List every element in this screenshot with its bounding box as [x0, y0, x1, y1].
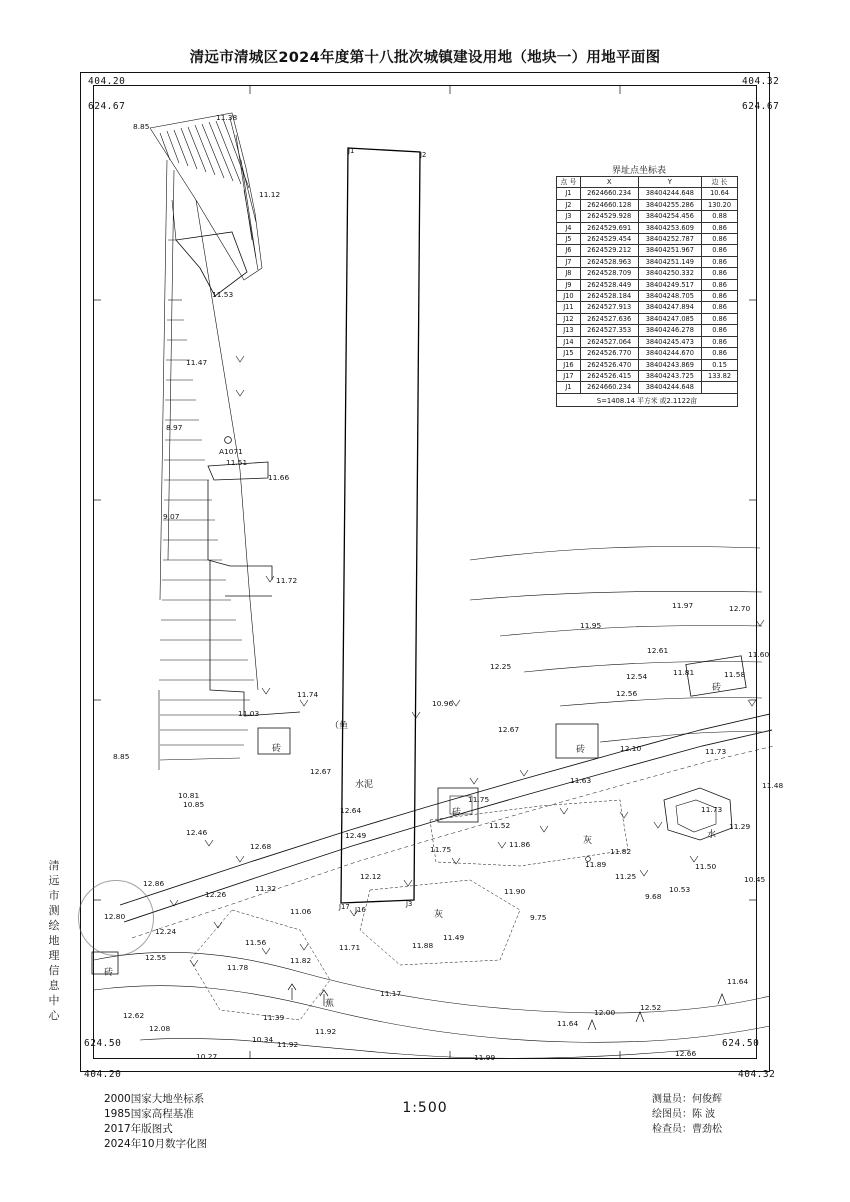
coord-cell-pt: J16: [557, 359, 581, 370]
table-row: [557, 291, 738, 302]
coord-cell-yy: 38404251.967: [638, 245, 702, 256]
elevation-label: 11.66: [268, 473, 290, 482]
elevation-label: 11.82: [610, 847, 632, 856]
footer-digitize-date: 2024年10月数字化图: [104, 1138, 208, 1150]
coord-cell-xx: 2624526.770: [580, 348, 638, 359]
coord-cell-yy: 38404249.517: [638, 279, 702, 290]
coord-cell-xx: 2624529.212: [580, 245, 638, 256]
landcover-label: 灰: [583, 836, 593, 846]
table-row: [557, 348, 738, 359]
elevation-label: 11.99: [474, 1053, 496, 1062]
elevation-label: 12.68: [250, 842, 272, 851]
elevation-label: 10.45: [744, 875, 766, 884]
elevation-label: 11.39: [263, 1013, 285, 1022]
map-scale: 1:500: [402, 1100, 448, 1116]
coord-cell-dist: 0.86: [702, 256, 738, 267]
table-row: [557, 188, 738, 199]
page-title: 清远市清城区2024年度第十八批次城镇建设用地（地块一）用地平面图: [189, 50, 661, 66]
table-row: [557, 199, 738, 210]
footer-crs: 2000国家大地坐标系: [104, 1093, 205, 1105]
elevation-label: 11.50: [695, 862, 717, 871]
elevation-label: 11.32: [255, 884, 277, 893]
boundary-point-label: J1: [348, 147, 355, 155]
elevation-label: 9.07: [163, 512, 180, 521]
elevation-label: 11.89: [585, 860, 607, 869]
coord-cell-yy: 38404254.456: [638, 211, 702, 222]
elevation-label: 11.95: [580, 621, 602, 630]
corner-bottom-right-y: 624.50: [722, 1038, 760, 1049]
office-stamp: 清 远 市 测 绘 地 理 信 息 中 心: [48, 859, 60, 1022]
elevation-label: 12.46: [186, 828, 208, 837]
elevation-label: 12.54: [626, 672, 648, 681]
elevation-label: 10.81: [178, 791, 200, 800]
corner-bottom-right-x: 404.32: [738, 1069, 776, 1080]
coord-cell-pt: J11: [557, 302, 581, 313]
coord-table-title: 界址点坐标表: [612, 166, 667, 176]
coord-cell-yy: 38404244.670: [638, 348, 702, 359]
elevation-label: 10.96: [432, 699, 454, 708]
elevation-label: 11.51: [226, 458, 248, 467]
table-row: [557, 279, 738, 290]
coord-cell-xx: 2624529.454: [580, 234, 638, 245]
elevation-label: 8.85: [133, 122, 150, 131]
coord-table-footer: S=1408.14 平方米 或2.1122亩: [556, 394, 738, 407]
coord-cell-dist: 0.86: [702, 313, 738, 324]
elevation-label: 11.78: [227, 963, 249, 972]
coord-cell-yy: 38404243.725: [638, 370, 702, 381]
coord-cell-xx: 2624528.963: [580, 256, 638, 267]
coord-cell-dist: 0.15: [702, 359, 738, 370]
table-row: [557, 245, 738, 256]
elevation-label: 11.47: [186, 358, 208, 367]
coord-cell-pt: J2: [557, 199, 581, 210]
landcover-label: 砖: [452, 808, 462, 818]
corner-top-left-x: 404.20: [88, 76, 126, 87]
coord-cell-yy: 38404243.869: [638, 359, 702, 370]
corner-top-right-y: 624.67: [742, 101, 780, 112]
coord-cell-dist: [702, 382, 738, 393]
elevation-label: 11.75: [468, 795, 490, 804]
elevation-label: 11.86: [509, 840, 531, 849]
coord-col-point: 点 号: [557, 177, 581, 188]
elevation-label: 12.49: [345, 831, 367, 840]
landcover-label: 砖: [576, 745, 586, 755]
coord-cell-pt: J10: [557, 291, 581, 302]
coord-cell-dist: 10.64: [702, 188, 738, 199]
elevation-label: 12.62: [123, 1011, 145, 1020]
coord-cell-pt: J6: [557, 245, 581, 256]
elevation-label: 12.00: [594, 1008, 616, 1017]
elevation-label: 11.90: [504, 887, 526, 896]
coord-cell-xx: 2624660.234: [580, 382, 638, 393]
coord-cell-dist: 0.86: [702, 245, 738, 256]
elevation-label: 12.70: [729, 604, 751, 613]
elevation-label: 11.29: [729, 822, 751, 831]
coord-cell-xx: 2624527.353: [580, 325, 638, 336]
coord-cell-yy: 38404247.085: [638, 313, 702, 324]
elevation-label: 11.53: [212, 290, 234, 299]
coord-cell-xx: 2624528.709: [580, 268, 638, 279]
coord-cell-pt: J9: [557, 279, 581, 290]
elevation-label: 12.64: [340, 806, 362, 815]
elevation-label: 11.63: [570, 776, 592, 785]
coord-col-y: Y: [638, 177, 702, 188]
coord-cell-dist: 133.82: [702, 370, 738, 381]
coord-cell-dist: 0.86: [702, 268, 738, 279]
coord-cell-dist: 130.20: [702, 199, 738, 210]
elevation-label: 10.27: [196, 1052, 218, 1061]
corner-top-right-x: 404.32: [742, 76, 780, 87]
elevation-label: 11.88: [412, 941, 434, 950]
coord-cell-xx: 2624529.928: [580, 211, 638, 222]
coord-cell-pt: J1: [557, 188, 581, 199]
table-row: [557, 234, 738, 245]
elevation-label: 11.97: [672, 601, 694, 610]
table-row: [557, 382, 738, 393]
elevation-label: 12.10: [620, 744, 642, 753]
coord-col-dist: 边 长: [702, 177, 738, 188]
footer-drafter: 绘图员：陈 波: [652, 1109, 716, 1120]
elevation-label: 11.12: [259, 190, 281, 199]
boundary-point-label: J16: [355, 906, 366, 914]
footer-right-block: [652, 1092, 722, 1137]
landcover-label: （鱼: [330, 721, 349, 731]
corner-bottom-left-y: 624.50: [84, 1038, 122, 1049]
coord-cell-yy: 38404255.286: [638, 199, 702, 210]
elevation-label: 12.67: [498, 725, 520, 734]
footer-checker: 检查员：曹劲松: [652, 1124, 722, 1135]
coord-cell-xx: 2624528.184: [580, 291, 638, 302]
elevation-label: 11.25: [615, 872, 637, 881]
boundary-point-label: J17: [339, 903, 350, 911]
elevation-label: 12.66: [675, 1049, 697, 1058]
corner-bottom-left-x: 404.20: [84, 1069, 122, 1080]
coord-cell-pt: J7: [557, 256, 581, 267]
coord-cell-yy: 38404244.648: [638, 188, 702, 199]
elevation-label: 11.52: [489, 821, 511, 830]
table-row: [557, 302, 738, 313]
table-row: [557, 222, 738, 233]
coord-cell-dist: 0.86: [702, 291, 738, 302]
elevation-label: 12.80: [104, 912, 126, 921]
coord-cell-pt: J4: [557, 222, 581, 233]
elevation-label: 12.26: [205, 890, 227, 899]
footer-vdatum: 1985国家高程基准: [104, 1108, 194, 1120]
table-row: [557, 359, 738, 370]
coord-cell-dist: 0.86: [702, 336, 738, 347]
elevation-label: 12.12: [360, 872, 382, 881]
elevation-label: 11.06: [290, 907, 312, 916]
elevation-label: 11.56: [245, 938, 267, 947]
coord-cell-dist: 0.86: [702, 279, 738, 290]
stamp-circle: [78, 880, 154, 956]
coord-cell-dist: 0.86: [702, 302, 738, 313]
coord-cell-yy: 38404246.278: [638, 325, 702, 336]
elevation-label: 11.92: [277, 1040, 299, 1049]
coord-cell-pt: J12: [557, 313, 581, 324]
elevation-label: 12.25: [490, 662, 512, 671]
boundary-point-label: J3: [406, 900, 413, 908]
table-row: [557, 325, 738, 336]
coord-cell-xx: 2624660.234: [580, 188, 638, 199]
coord-cell-pt: J15: [557, 348, 581, 359]
coord-cell-yy: 38404253.609: [638, 222, 702, 233]
table-row: [557, 211, 738, 222]
coord-cell-pt: J5: [557, 234, 581, 245]
elevation-label: 9.75: [530, 913, 547, 922]
landcover-label: 灰: [434, 910, 444, 920]
elevation-label: 11.81: [673, 668, 695, 677]
elevation-label: 11.38: [216, 113, 238, 122]
elevation-label: 11.60: [748, 650, 770, 659]
coord-cell-pt: J3: [557, 211, 581, 222]
coord-cell-pt: J8: [557, 268, 581, 279]
elevation-label: 12.08: [149, 1024, 171, 1033]
coord-cell-dist: 0.88: [702, 211, 738, 222]
elevation-label: 11.92: [315, 1027, 337, 1036]
coord-cell-yy: 38404248.705: [638, 291, 702, 302]
table-row: [557, 268, 738, 279]
coord-cell-xx: 2624527.913: [580, 302, 638, 313]
elevation-label: 11.75: [430, 845, 452, 854]
elevation-label: 12.55: [145, 953, 167, 962]
coord-cell-pt: J1: [557, 382, 581, 393]
elevation-label: 11.64: [727, 977, 749, 986]
coord-cell-xx: 2624660.128: [580, 199, 638, 210]
coord-cell-dist: 0.86: [702, 325, 738, 336]
elevation-label: 11.71: [339, 943, 361, 952]
elevation-label: 10.53: [669, 885, 691, 894]
elevation-label: 12.52: [640, 1003, 662, 1012]
coord-cell-dist: 0.86: [702, 234, 738, 245]
coord-cell-yy: 38404250.332: [638, 268, 702, 279]
coord-cell-pt: J17: [557, 370, 581, 381]
boundary-point-label: J2: [420, 151, 427, 159]
elevation-label: 11.48: [762, 781, 784, 790]
coord-cell-yy: 38404247.894: [638, 302, 702, 313]
coord-col-x: X: [580, 177, 638, 188]
coord-cell-xx: 2624528.449: [580, 279, 638, 290]
elevation-label: 8.97: [166, 423, 183, 432]
coord-cell-yy: 38404245.473: [638, 336, 702, 347]
footer-surveyor: 测量员：何俊辉: [652, 1094, 722, 1105]
elevation-label: 11.03: [238, 709, 260, 718]
corner-top-left-y: 624.67: [88, 101, 126, 112]
elevation-label: 12.56: [616, 689, 638, 698]
coord-table: [556, 176, 738, 407]
coord-cell-pt: J13: [557, 325, 581, 336]
elevation-label: 12.67: [310, 767, 332, 776]
elevation-label: 10.85: [183, 800, 205, 809]
landcover-label: 砖: [104, 968, 114, 978]
elevation-label: 8.85: [113, 752, 130, 761]
table-row: [557, 256, 738, 267]
elevation-label: 10.34: [252, 1035, 274, 1044]
table-row: [557, 313, 738, 324]
coord-cell-xx: 2624529.691: [580, 222, 638, 233]
elevation-label: 11.82: [290, 956, 312, 965]
coord-cell-yy: 38404251.149: [638, 256, 702, 267]
coord-cell-pt: J14: [557, 336, 581, 347]
coord-cell-yy: 38404244.648: [638, 382, 702, 393]
elevation-label: 9.68: [645, 892, 662, 901]
elevation-label: 11.58: [724, 670, 746, 679]
coord-cell-xx: 2624526.470: [580, 359, 638, 370]
elevation-label: 11.73: [701, 805, 723, 814]
landcover-label: 水泥: [355, 780, 374, 790]
landcover-label: 蕉: [325, 999, 335, 1009]
elevation-label: A1071: [219, 447, 243, 456]
table-row: [557, 336, 738, 347]
coord-cell-dist: 0.86: [702, 348, 738, 359]
elevation-label: 12.24: [155, 927, 177, 936]
table-row: [557, 370, 738, 381]
elevation-label: 11.64: [557, 1019, 579, 1028]
elevation-label: 11.49: [443, 933, 465, 942]
footer-symbology: 2017年版图式: [104, 1123, 173, 1135]
elevation-label: 12.86: [143, 879, 165, 888]
elevation-label: 11.17: [380, 989, 402, 998]
coord-cell-xx: 2624527.636: [580, 313, 638, 324]
elevation-label: 12.61: [647, 646, 669, 655]
coord-cell-xx: 2624527.064: [580, 336, 638, 347]
coord-cell-xx: 2624526.415: [580, 370, 638, 381]
elevation-label: 11.74: [297, 690, 319, 699]
elevation-label: 11.73: [705, 747, 727, 756]
landcover-label: 水: [707, 830, 717, 840]
coord-cell-dist: 0.86: [702, 222, 738, 233]
elevation-label: 11.72: [276, 576, 298, 585]
landcover-label: 砖: [272, 744, 282, 754]
coord-cell-yy: 38404252.787: [638, 234, 702, 245]
landcover-label: 砖: [712, 683, 722, 693]
